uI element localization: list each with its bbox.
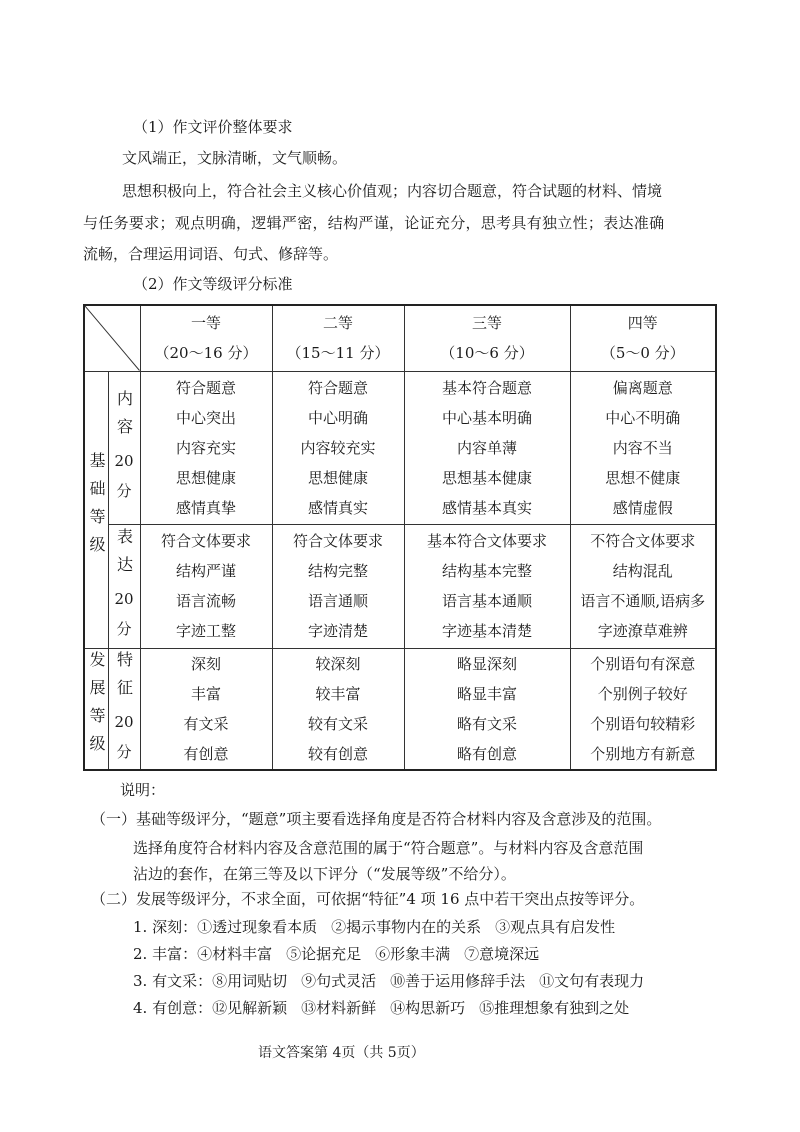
overall-requirements-heading: （1）作文评价整体要求: [133, 118, 293, 136]
note-2-line1: （二）发展等级评分，不求全面，可依据“特征”4 项 16 点中若干突出点按等评分。: [91, 890, 645, 908]
feature-item-literary: 3. 有文采：⑧用词贴切 ⑨句式灵活 ⑩善于运用修辞手法 ⑪文句有表现力: [133, 972, 645, 990]
feature-label: 特征 20 分: [108, 648, 140, 770]
expression-grade-4: 不符合文体要求 结构混乱 语言不通顺,语病多 字迹潦草难辨: [570, 524, 716, 648]
grading-standard-heading: （2）作文等级评分标准: [133, 275, 293, 293]
basic-level-label: 基础等级: [84, 371, 108, 648]
content-requirement-line3: 流畅，合理运用词语、句式、修辞等。: [83, 245, 339, 263]
grade-header-row: [84, 305, 716, 371]
corner-cell: [84, 305, 140, 371]
note-1-line2: 选择角度符合材料内容及含意范围的属于“符合题意”。与材料内容及含意范围: [133, 839, 644, 857]
feature-item-deep: 1. 深刻：①透过现象看本质 ②揭示事物内在的关系 ③观点具有启发性: [133, 918, 616, 936]
grade-header-1: 一等 （20～16 分）: [140, 305, 272, 371]
grading-table: [83, 304, 717, 771]
content-label: 内容 20 分: [108, 371, 140, 524]
note-1-line3: 沾边的套作，在第三等及以下评分（“发展等级”不给分）。: [133, 865, 516, 883]
feature-grade-2: 较深刻 较丰富 较有文采 较有创意: [272, 648, 404, 770]
development-level-label: 发展等级: [84, 648, 108, 770]
feature-grade-4: 个别语句有深意 个别例子较好 个别语句较精彩 个别地方有新意: [570, 648, 716, 770]
feature-grade-1: 深刻 丰富 有文采 有创意: [140, 648, 272, 770]
content-grade-2: 符合题意 中心明确 内容较充实 思想健康 感情真实: [272, 371, 404, 524]
note-1-line1: （一）基础等级评分，“题意”项主要看选择角度是否符合材料内容及含意涉及的范围。: [91, 810, 662, 828]
feature-item-rich: 2. 丰富：④材料丰富 ⑤论据充足 ⑥形象丰满 ⑦意境深远: [133, 945, 540, 963]
grade-header-2: 二等 （15～11 分）: [272, 305, 404, 371]
expression-row: [84, 524, 716, 648]
content-grade-4: 偏离题意 中心不明确 内容不当 思想不健康 感情虚假: [570, 371, 716, 524]
content-grade-1: 符合题意 中心突出 内容充实 思想健康 感情真挚: [140, 371, 272, 524]
content-grade-3: 基本符合题意 中心基本明确 内容单薄 思想基本健康 感情基本真实: [404, 371, 570, 524]
content-requirement-line2: 与任务要求；观点明确，逻辑严密，结构严谨，论证充分，思考具有独立性；表达准确: [83, 214, 665, 232]
feature-grade-3: 略显深刻 略显丰富 略有文采 略有创意: [404, 648, 570, 770]
expression-label: 表达 20 分: [108, 524, 140, 648]
expression-grade-1: 符合文体要求 结构严谨 语言流畅 字迹工整: [140, 524, 272, 648]
grade-header-4: 四等 （5～0 分）: [570, 305, 716, 371]
grade-header-3: 三等 （10～6 分）: [404, 305, 570, 371]
expression-grade-2: 符合文体要求 结构完整 语言通顺 字迹清楚: [272, 524, 404, 648]
feature-item-creative: 4. 有创意：⑫见解新颖 ⑬材料新鲜 ⑭构思新巧 ⑮推理想象有独到之处: [133, 999, 630, 1017]
notes-title: 说明：: [120, 781, 166, 799]
expression-grade-3: 基本符合文体要求 结构基本完整 语言基本通顺 字迹基本清楚: [404, 524, 570, 648]
feature-row: [84, 648, 716, 770]
content-requirement-line1: 思想积极向上，符合社会主义核心价值观；内容切合题意，符合试题的材料、情境: [122, 182, 663, 200]
style-requirement: 文风端正，文脉清晰，文气顺畅。: [122, 149, 348, 167]
content-row: [84, 371, 716, 524]
page-footer: 语文答案第 4页（共 5页）: [258, 1045, 425, 1061]
